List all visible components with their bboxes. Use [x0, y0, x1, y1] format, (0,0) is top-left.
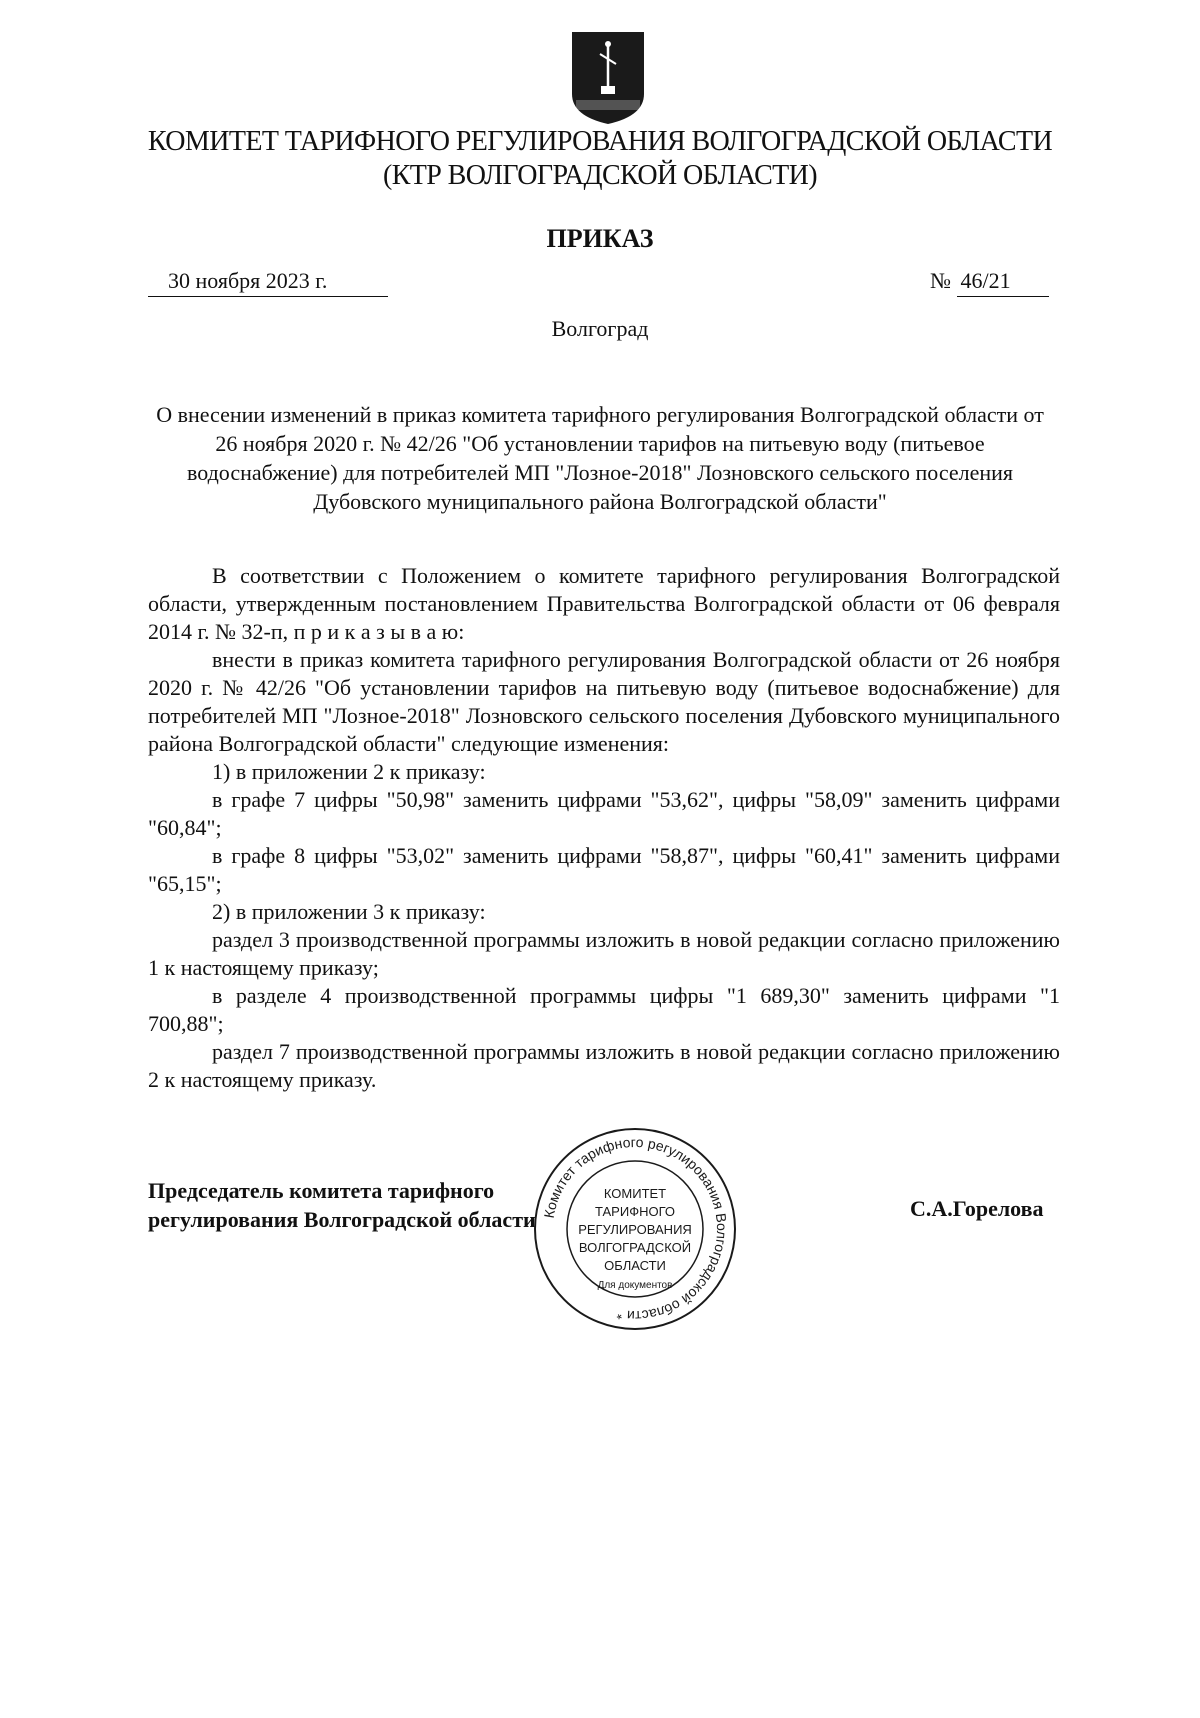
- stamp-outer-text: Комитет тарифного регулирования Волгоградской области *: [540, 1133, 731, 1325]
- city: Волгоград: [551, 316, 649, 341]
- body-paragraph: раздел 3 производственной программы изложить в новой редакции согласно приложению 1 к настоящему приказу;: [148, 927, 1060, 980]
- stamp-inner-line: ТАРИФНОГО: [595, 1204, 675, 1219]
- body-paragraph: в разделе 4 производственной программы цифры "1 689,30" заменить цифрами "1 700,88";: [148, 983, 1060, 1036]
- coat-of-arms-icon: [570, 30, 646, 126]
- body-paragraph: в графе 8 цифры "53,02" заменить цифрами "58,87", цифры "60,41" заменить цифрами "65,15";: [148, 843, 1060, 896]
- body-paragraph: В соответствии с Положением о комитете тарифного регулирования Волгоградской области, утвержденным постановлением Правительства Волгоградской области от 06 февраля 2014 г. № 32-п, п р и к а з ы в а ю:: [148, 563, 1060, 644]
- signatory-position: [148, 1176, 536, 1234]
- document-type: ПРИКАЗ: [546, 224, 654, 253]
- body-paragraph: внести в приказ комитета тарифного регулирования Волгоградской области от 26 ноября 2020 г. № 42/26 "Об установлении тарифов на питьевую воду (питьевое водоснабжение) для потребителей МП "Лозное-2018" Лозновского сельского поселения Дубовского муниципального района Волгоградской области" следующие изменения:: [148, 647, 1060, 756]
- official-seal-icon: [530, 1124, 740, 1334]
- order-number: 46/21: [957, 266, 1049, 297]
- signatory-position-line1: Председатель комитета тарифного: [148, 1178, 495, 1203]
- order-date: 30 ноября 2023 г.: [148, 266, 388, 297]
- signatory-position-line2: регулирования Волгоградской области: [148, 1207, 536, 1232]
- order-body: [148, 562, 1060, 1094]
- stamp-inner-line: КОМИТЕТ: [603, 1186, 667, 1201]
- organization-name: КОМИТЕТ ТАРИФНОГО РЕГУЛИРОВАНИЯ ВОЛГОГРАДСКОЙ ОБЛАСТИ: [147, 126, 1053, 157]
- stamp-inner-line: ВОЛГОГРАДСКОЙ: [578, 1240, 692, 1255]
- number-sign: №: [930, 268, 951, 293]
- body-paragraph: 2) в приложении 3 к приказу:: [212, 899, 486, 924]
- organization-abbreviation: (КТР ВОЛГОГРАДСКОЙ ОБЛАСТИ): [382, 160, 817, 191]
- stamp-footer-text: Для документов: [597, 1280, 673, 1291]
- order-number-block: [930, 266, 1049, 297]
- body-paragraph: 1) в приложении 2 к приказу:: [212, 759, 486, 784]
- body-paragraph: раздел 7 производственной программы изложить в новой редакции согласно приложению 2 к настоящему приказу.: [148, 1039, 1060, 1092]
- stamp-inner-line: РЕГУЛИРОВАНИЯ: [578, 1222, 692, 1237]
- order-subject: О внесении изменений в приказ комитета тарифного регулирования Волгоградской области от 26 ноября 2020 г. № 42/26 "Об установлении тарифов на питьевую воду (питьевое водоснабжение) для потребителей МП "Лозное-2018" Лозновского сельского поселения Дубовского муниципального района Волгоградской области": [156, 402, 1044, 514]
- signatory-name: С.А.Горелова: [910, 1196, 1044, 1221]
- body-paragraph: в графе 7 цифры "50,98" заменить цифрами "53,62", цифры "58,09" заменить цифрами "60,84";: [148, 787, 1060, 840]
- stamp-inner-line: ОБЛАСТИ: [604, 1258, 666, 1273]
